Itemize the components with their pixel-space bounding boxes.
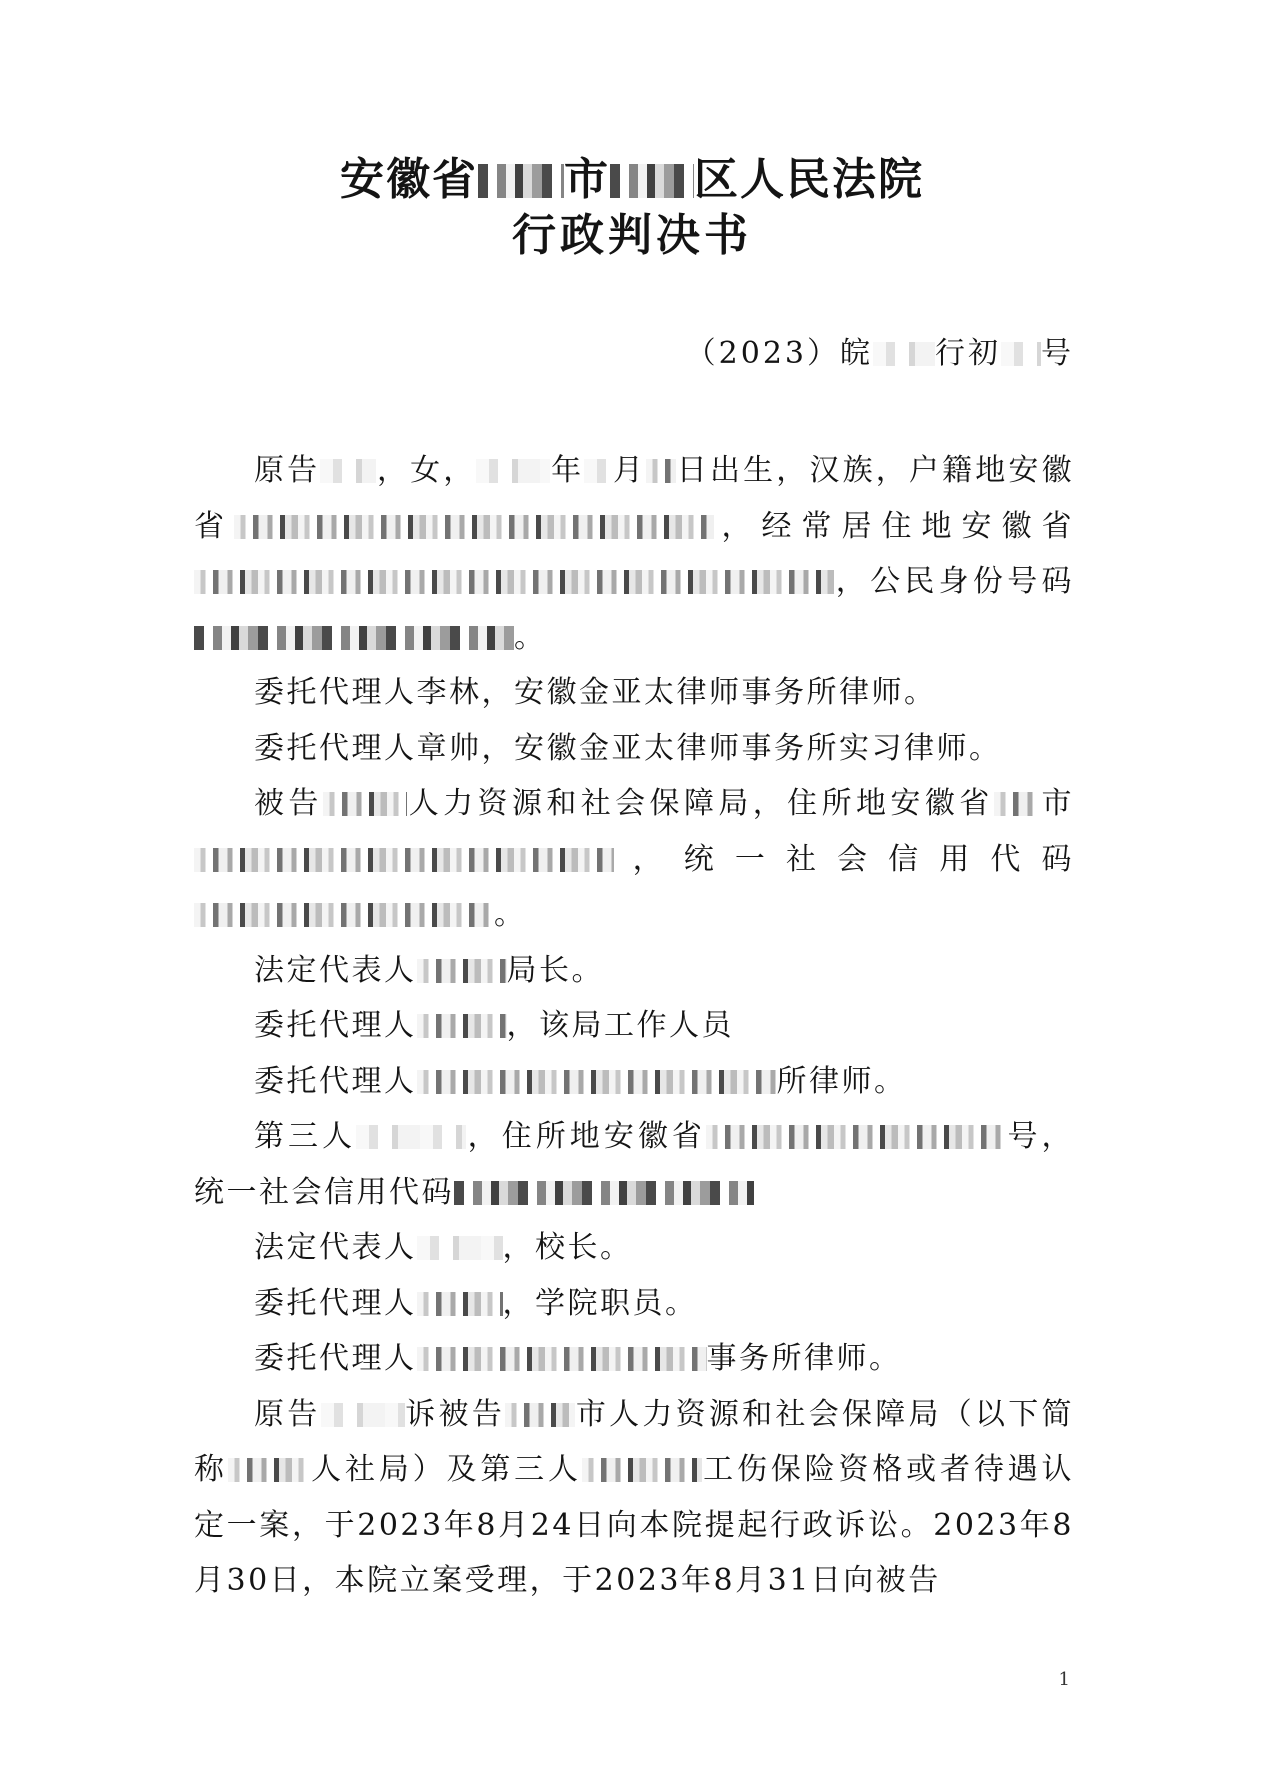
court-name-part2: 市 <box>564 154 610 205</box>
paragraph-plaintiff-agent-1: 委托代理人李林，安徽金亚太律师事务所律师。 <box>254 675 937 710</box>
text-segment: 市人力资源和社会保障局（以下简称 <box>194 1396 1075 1487</box>
redaction-mask <box>706 1125 1006 1149</box>
case-number-suffix: 号 <box>1041 336 1074 371</box>
text-segment: ，该局工作人员 <box>506 1008 734 1043</box>
paragraph-third-party-agent-1 <box>194 1276 1074 1332</box>
redaction-mask <box>417 1292 503 1316</box>
text-segment: ，公民身份号码 <box>834 564 1074 599</box>
case-number-middle: 行初 <box>935 336 1001 371</box>
text-segment: 工伤保险资格或者待遇认定一案，于2023年8月24日向本院提起行政诉讼。2023年8月30日，本院立案受理，于2023年8月31日向被告 <box>194 1452 1075 1598</box>
redaction-mask <box>194 903 494 927</box>
judgment-body <box>194 443 1074 1609</box>
document-type-title: 行政判决书 <box>512 210 752 261</box>
text-segment: 人社局）及第三人 <box>309 1452 582 1487</box>
page-number: 1 <box>1058 1669 1070 1690</box>
text-segment: 月 <box>612 453 647 488</box>
paragraph-case-introduction <box>194 1387 1074 1609</box>
court-name-part1: 安徽省 <box>340 154 478 205</box>
case-number-prefix: （2023）皖 <box>685 336 873 371</box>
redaction-mask <box>194 626 514 650</box>
text-segment: 局长。 <box>506 952 604 988</box>
redaction-mask <box>323 792 407 816</box>
text-segment: ，住所地安徽省 <box>466 1119 706 1154</box>
text-segment: 市 <box>1039 786 1075 821</box>
redaction-mask <box>417 1236 503 1260</box>
text-segment: 原告 <box>254 1396 321 1432</box>
text-segment: 诉被告 <box>404 1396 506 1432</box>
text-segment: 事务所律师。 <box>706 1341 902 1376</box>
text-segment: ，学院职员。 <box>502 1285 698 1321</box>
court-name-part3: 区人民法院 <box>694 154 924 205</box>
text-segment: 被告 <box>254 786 323 821</box>
redaction-mask <box>234 515 714 539</box>
text-segment: 。 <box>514 619 547 655</box>
court-name-title <box>0 152 1264 208</box>
text-segment: ，统一社会信用代码 <box>614 841 1074 877</box>
redaction-mask <box>610 164 694 198</box>
redaction-mask <box>356 1125 466 1149</box>
redaction-mask <box>320 459 376 483</box>
redaction-mask <box>194 848 614 872</box>
text-segment: 人力资源和社会保障局，住所地安徽省 <box>406 786 994 821</box>
paragraph-defendant-agent-2 <box>194 1054 1074 1110</box>
redaction-mask <box>584 459 612 483</box>
paragraph-third-party-agent-2 <box>194 1331 1074 1387</box>
redaction-mask <box>454 1181 754 1205</box>
text-segment: ，校长。 <box>502 1230 633 1265</box>
paragraph-third-party-legal-rep <box>194 1220 1074 1276</box>
redaction-mask <box>228 1458 310 1482</box>
text-segment: 第三人 <box>254 1119 357 1154</box>
redaction-mask <box>417 1347 707 1371</box>
paragraph-plaintiff <box>194 443 1074 665</box>
text-segment: ，女， <box>376 453 477 488</box>
text-segment: 法定代表人 <box>254 1230 417 1265</box>
text-segment: 法定代表人 <box>254 952 417 988</box>
text-segment: 日出生，汉族，户籍地安徽省 <box>194 453 1075 544</box>
redaction-mask <box>194 570 834 594</box>
redaction-mask <box>417 1070 777 1094</box>
redaction-mask <box>321 1403 405 1427</box>
paragraph-defendant <box>194 776 1074 943</box>
text-segment: 年 <box>550 453 585 488</box>
redaction-mask <box>478 164 564 198</box>
text-segment: 委托代理人 <box>254 1341 417 1376</box>
text-segment: 号，统一社会信用代码 <box>194 1119 1075 1210</box>
redaction-mask <box>582 1458 702 1482</box>
text-segment: 委托代理人 <box>254 1063 417 1099</box>
redaction-mask <box>476 459 550 483</box>
paragraph-defendant-agent-1 <box>194 998 1074 1054</box>
text-segment: 原告 <box>254 453 321 488</box>
redaction-mask <box>417 1014 507 1038</box>
text-segment: 委托代理人 <box>254 1285 417 1321</box>
redaction-mask <box>646 459 676 483</box>
redaction-mask <box>994 792 1040 816</box>
paragraph-plaintiff-agent-2: 委托代理人章帅，安徽金亚太律师事务所实习律师。 <box>254 730 1002 766</box>
text-segment: 。 <box>494 897 527 932</box>
redaction-mask <box>873 342 935 366</box>
redaction-mask <box>505 1403 575 1427</box>
text-segment: 所律师。 <box>776 1063 907 1099</box>
redaction-mask <box>417 959 507 983</box>
case-number <box>686 332 1074 376</box>
paragraph-third-party <box>194 1109 1074 1220</box>
paragraph-defendant-legal-rep <box>194 943 1074 999</box>
text-segment: ，经常居住地安徽省 <box>714 508 1074 544</box>
text-segment: 委托代理人 <box>254 1008 417 1043</box>
redaction-mask <box>1001 342 1041 366</box>
